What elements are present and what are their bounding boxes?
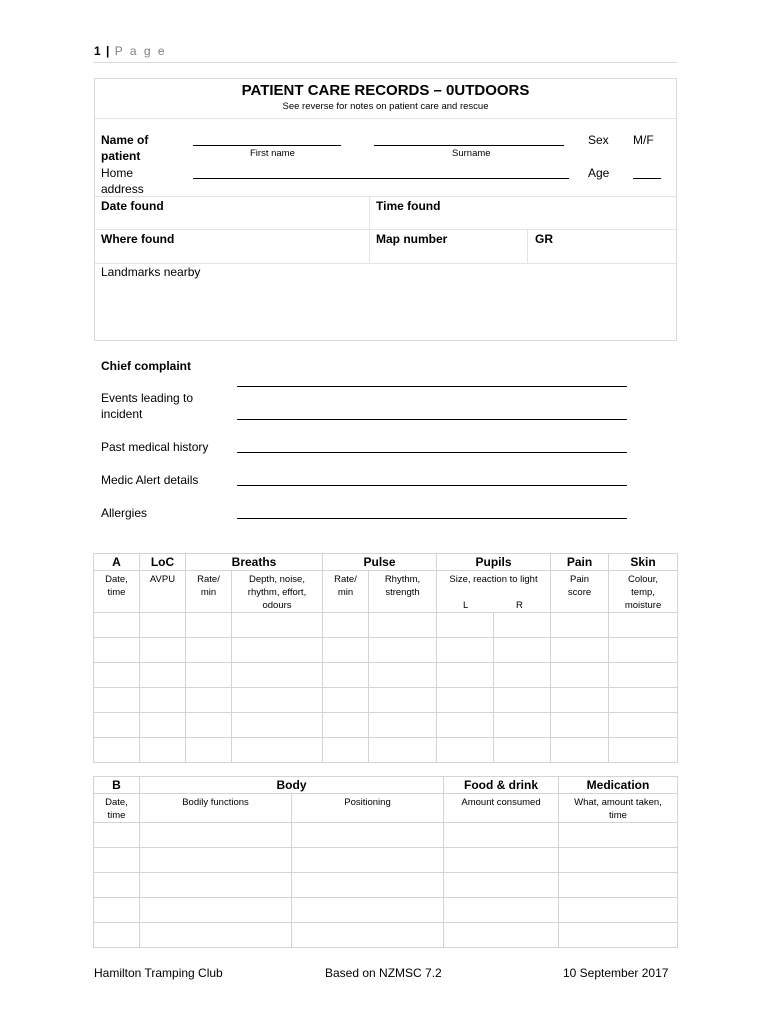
sub-text: strength (385, 587, 420, 598)
sub-text: time (107, 587, 126, 598)
table-cell[interactable] (140, 663, 186, 688)
surname-caption: Surname (452, 148, 491, 159)
landmarks-field[interactable]: Landmarks nearby (101, 265, 201, 279)
sub-pain-score (551, 571, 609, 613)
table-cell[interactable] (494, 663, 551, 688)
table-cell[interactable] (494, 638, 551, 663)
table-cell[interactable] (369, 738, 437, 763)
table-cell[interactable] (140, 873, 292, 898)
table-cell[interactable] (140, 688, 186, 713)
table-cell[interactable] (494, 738, 551, 763)
table-cell[interactable] (140, 638, 186, 663)
sub-text: Rate/ (197, 574, 220, 585)
sub-medication (559, 794, 678, 823)
events-label-line2: incident (101, 407, 143, 421)
table-cell[interactable] (444, 873, 559, 898)
sub-pulse-rhythm (369, 571, 437, 613)
sub-text: Size, reaction to light (449, 574, 538, 585)
observations-table-a (93, 553, 678, 763)
table-cell[interactable] (94, 613, 140, 638)
table-a-header-row (94, 554, 678, 571)
table-cell[interactable] (186, 738, 232, 763)
pupils-lr (437, 599, 550, 612)
form-title: PATIENT CARE RECORDS – 0UTDOORS (241, 82, 530, 99)
sub-text: min (337, 587, 354, 598)
table-cell[interactable] (323, 613, 369, 638)
table-cell[interactable] (551, 738, 609, 763)
table-cell[interactable] (369, 713, 437, 738)
table-cell[interactable] (369, 688, 437, 713)
table-cell[interactable] (369, 663, 437, 688)
grid-reference-field[interactable]: GR (535, 232, 553, 246)
header-rule (94, 62, 677, 63)
table-cell[interactable] (609, 738, 678, 763)
sub-amount-consumed: Amount consumed (444, 794, 559, 823)
home-address-field[interactable] (193, 178, 569, 179)
sub-date-time (94, 571, 140, 613)
table-cell[interactable] (369, 613, 437, 638)
medic-alert-label: Medic Alert details (101, 473, 199, 487)
table-cell[interactable] (559, 923, 678, 948)
table-cell[interactable] (94, 823, 140, 848)
table-b-header-row (94, 777, 678, 794)
footer-source: Based on NZMSC 7.2 (325, 966, 442, 980)
table-cell[interactable] (437, 613, 494, 638)
sub-text: Depth, noise, (249, 574, 305, 585)
table-a-subheader-row (94, 571, 678, 613)
col-medication-header: Medication (559, 777, 678, 794)
divider (527, 229, 528, 263)
sub-text: Pain (570, 574, 590, 585)
form-subtitle: See reverse for notes on patient care and rescue (282, 101, 489, 112)
sub-positioning: Positioning (292, 794, 444, 823)
name-label-line1: Name of (101, 133, 149, 147)
table-cell[interactable] (140, 898, 292, 923)
sub-text: Rate/ (334, 574, 357, 585)
table-cell[interactable] (232, 663, 323, 688)
table-cell[interactable] (437, 738, 494, 763)
table-cell[interactable] (323, 713, 369, 738)
pupil-left-label: L (463, 600, 469, 611)
table-cell[interactable] (94, 848, 140, 873)
table-cell[interactable] (232, 713, 323, 738)
col-pupils-header: Pupils (437, 554, 551, 571)
sub-text: moisture (624, 600, 662, 611)
table-cell[interactable] (186, 638, 232, 663)
table-cell[interactable] (437, 663, 494, 688)
allergies-label: Allergies (101, 506, 148, 520)
col-skin-header: Skin (609, 554, 678, 571)
sub-text: What, amount taken, (574, 797, 662, 808)
col-breaths-header: Breaths (186, 554, 323, 571)
table-cell[interactable] (444, 823, 559, 848)
sub-text: Date, (105, 797, 128, 808)
table-cell[interactable] (140, 823, 292, 848)
age-field[interactable] (633, 178, 661, 179)
table-cell[interactable] (186, 688, 232, 713)
table-cell[interactable] (323, 738, 369, 763)
sub-bodily-functions: Bodily functions (140, 794, 292, 823)
table-cell[interactable] (437, 688, 494, 713)
sex-label: Sex (588, 133, 609, 147)
page-separator: | (106, 44, 111, 58)
table-cell[interactable] (444, 923, 559, 948)
table-cell[interactable] (609, 688, 678, 713)
first-name-field[interactable] (193, 145, 341, 146)
allergies-field[interactable] (237, 518, 627, 519)
footer-organization: Hamilton Tramping Club (94, 966, 223, 980)
table-row (94, 848, 678, 873)
where-found-field[interactable]: Where found (101, 232, 175, 246)
table-row (94, 638, 678, 663)
table-row (94, 713, 678, 738)
table-cell[interactable] (232, 638, 323, 663)
table-cell[interactable] (140, 738, 186, 763)
table-cell[interactable] (323, 663, 369, 688)
past-history-field[interactable] (237, 452, 627, 453)
table-row (94, 923, 678, 948)
sub-breath-rate (186, 571, 232, 613)
table-row (94, 613, 678, 638)
sub-text: Date, (105, 574, 128, 585)
table-cell[interactable] (140, 613, 186, 638)
col-a-header: A (94, 554, 140, 571)
table-cell[interactable] (559, 898, 678, 923)
table-row (94, 738, 678, 763)
table-cell[interactable] (292, 898, 444, 923)
col-food-header: Food & drink (444, 777, 559, 794)
table-cell[interactable] (609, 638, 678, 663)
table-cell[interactable] (437, 638, 494, 663)
table-cell[interactable] (551, 613, 609, 638)
age-label: Age (588, 166, 610, 180)
surname-field[interactable] (374, 145, 564, 146)
table-cell[interactable] (551, 638, 609, 663)
table-cell[interactable] (559, 873, 678, 898)
table-cell[interactable] (551, 713, 609, 738)
table-row (94, 898, 678, 923)
table-cell[interactable] (94, 898, 140, 923)
name-label-line2: patient (101, 149, 141, 163)
sub-pulse-rate (323, 571, 369, 613)
sub-text: time (107, 810, 126, 821)
table-cell[interactable] (609, 663, 678, 688)
table-cell[interactable] (494, 688, 551, 713)
past-history-label: Past medical history (101, 440, 209, 454)
table-cell[interactable] (292, 823, 444, 848)
home-label-line2: address (101, 182, 144, 196)
table-cell[interactable] (292, 848, 444, 873)
table-b-subheader-row (94, 794, 678, 823)
sub-text: score (567, 587, 592, 598)
events-label-line1: Events leading to (101, 391, 194, 405)
col-pain-header: Pain (551, 554, 609, 571)
table-cell[interactable] (559, 823, 678, 848)
col-body-header: Body (140, 777, 444, 794)
footer-date: 10 September 2017 (563, 966, 669, 980)
col-pulse-header: Pulse (323, 554, 437, 571)
table-cell[interactable] (94, 923, 140, 948)
sub-text: rhythm, effort, (247, 587, 307, 598)
sub-text: time (609, 810, 627, 821)
table-cell[interactable] (494, 713, 551, 738)
map-number-field[interactable]: Map number (376, 232, 448, 246)
sub-text: Colour, (627, 574, 659, 585)
table-cell[interactable] (444, 848, 559, 873)
table-cell[interactable] (140, 848, 292, 873)
table-cell[interactable] (186, 663, 232, 688)
table-cell[interactable] (323, 688, 369, 713)
table-cell[interactable] (437, 713, 494, 738)
home-label-line1: Home (101, 166, 134, 180)
first-name-caption: First name (250, 148, 295, 159)
sub-text: odours (262, 600, 292, 611)
table-cell[interactable] (609, 613, 678, 638)
sex-options[interactable]: M/F (633, 133, 654, 147)
page-number: 1 (94, 44, 102, 58)
table-cell[interactable] (323, 638, 369, 663)
table-row (94, 688, 678, 713)
table-cell[interactable] (140, 713, 186, 738)
col-loc-header: LoC (140, 554, 186, 571)
table-cell[interactable] (94, 663, 140, 688)
sub-skin (609, 571, 678, 613)
table-cell[interactable] (292, 873, 444, 898)
chief-complaint-label: Chief complaint (101, 359, 192, 373)
events-field[interactable] (237, 419, 627, 420)
table-cell[interactable] (232, 738, 323, 763)
table-cell[interactable] (186, 613, 232, 638)
table-row (94, 873, 678, 898)
table-cell[interactable] (369, 638, 437, 663)
table-cell[interactable] (94, 688, 140, 713)
table-cell[interactable] (94, 638, 140, 663)
sub-date-time (94, 794, 140, 823)
sub-avpu: AVPU (140, 571, 186, 613)
table-cell[interactable] (94, 873, 140, 898)
care-table-b (93, 776, 678, 948)
page-label: P a g e (114, 44, 167, 58)
chief-complaint-field[interactable] (237, 386, 627, 387)
sub-pupils (437, 571, 551, 613)
table-cell[interactable] (94, 713, 140, 738)
table-cell[interactable] (232, 688, 323, 713)
divider (95, 229, 676, 230)
patient-details-frame (94, 78, 677, 341)
medic-alert-field[interactable] (237, 485, 627, 486)
sub-text: temp, (631, 587, 655, 598)
table-cell[interactable] (444, 898, 559, 923)
table-cell[interactable] (551, 688, 609, 713)
table-row (94, 823, 678, 848)
sub-breath-depth (232, 571, 323, 613)
sub-text: min (200, 587, 217, 598)
table-cell[interactable] (494, 613, 551, 638)
page-header (94, 44, 167, 58)
table-cell[interactable] (186, 713, 232, 738)
time-found-field[interactable]: Time found (376, 199, 441, 213)
date-found-field[interactable]: Date found (101, 199, 164, 213)
table-cell[interactable] (94, 738, 140, 763)
divider (95, 196, 676, 197)
divider (95, 118, 676, 119)
table-cell[interactable] (551, 663, 609, 688)
table-cell[interactable] (140, 923, 292, 948)
table-cell[interactable] (609, 713, 678, 738)
pupil-right-label: R (516, 600, 523, 611)
table-cell[interactable] (292, 923, 444, 948)
col-b-header: B (94, 777, 140, 794)
table-cell[interactable] (559, 848, 678, 873)
table-cell[interactable] (232, 613, 323, 638)
sub-text: Rhythm, (384, 574, 421, 585)
table-row (94, 663, 678, 688)
